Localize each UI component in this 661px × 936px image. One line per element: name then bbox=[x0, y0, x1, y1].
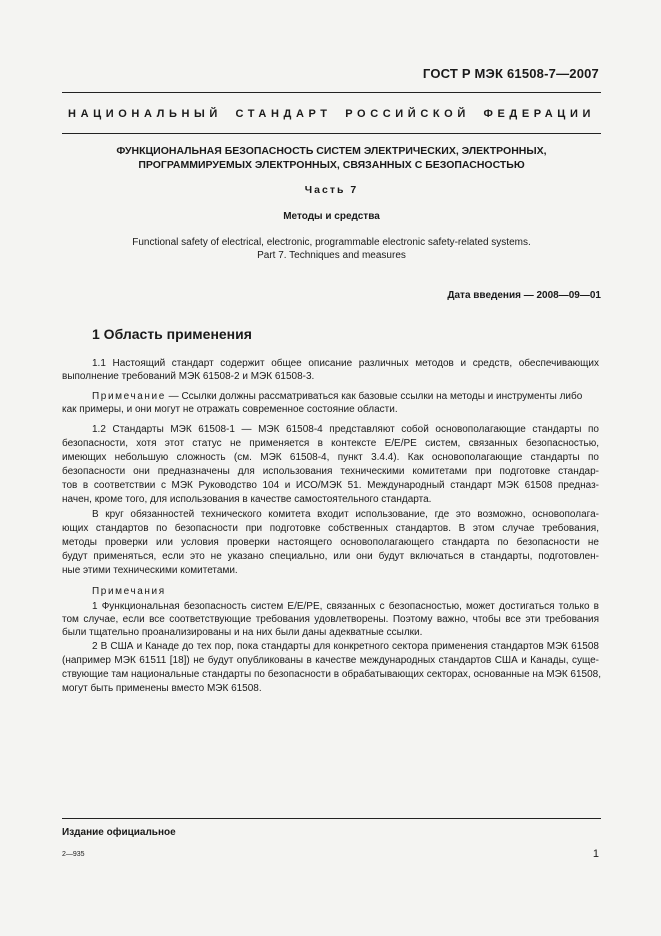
footer-rule bbox=[62, 818, 601, 819]
note-1-line: 1 Функциональная безопасность систем Е/Е/РЕ, связанных с безопасностью, может достигаться только в bbox=[92, 601, 599, 612]
page-number: 1 bbox=[592, 848, 599, 860]
document-code: ГОСТ Р МЭК 61508-7—2007 bbox=[422, 66, 599, 81]
edition-label: Издание официальное bbox=[62, 827, 176, 838]
print-code: 2—935 bbox=[62, 851, 85, 858]
note-line bbox=[92, 391, 599, 403]
note-1-line: были тщательно проанализированы и на них были даны адекватные ссылки. bbox=[62, 627, 423, 638]
english-title-line-2: Part 7. Techniques and measures bbox=[257, 250, 406, 261]
english-title-line-1: Functional safety of electrical, electronic, programmable electronic safety-related systems. bbox=[132, 237, 531, 248]
title-line-2: ПРОГРАММИРУЕМЫХ ЭЛЕКТРОННЫХ, СВЯЗАННЫХ С БЕЗОПАСНОСТЬЮ bbox=[138, 159, 525, 171]
subtitle: Методы и средства bbox=[283, 211, 380, 222]
paragraph-line: тов в соответствии с МЭК Руководство 104 и ИСО/МЭК 51. Международный стандарт МЭК 61508 предназ- bbox=[62, 480, 599, 491]
national-standard-banner: НАЦИОНАЛЬНЫЙ СТАНДАРТ РОССИЙСКОЙ ФЕДЕРАЦИИ bbox=[68, 108, 595, 120]
note-2-line: (например МЭК 61511 [18]) не будут опубликованы в качестве международных стандартов США и Канады, суще- bbox=[62, 655, 599, 666]
paragraph-line: имеющих небольшую сложность (см. МЭК 61508-4, пункт 3.4.4). Как основополагающие стандарты по bbox=[62, 452, 599, 463]
paragraph-line: выполнение требований МЭК 61508-2 и МЭК 61508-3. bbox=[62, 371, 315, 382]
paragraph-line: В круг обязанностей технического комитета входит использование, где это возможно, основополага- bbox=[92, 509, 599, 520]
paragraph-line: ные этими техническими комитетами. bbox=[62, 565, 238, 576]
note-2-line: ствующие там национальные стандарты по безопасности в обрабатывающих секторах, основанные на МЭК 61508, bbox=[62, 669, 602, 680]
note-2-line: могут быть применены вместо МЭК 61508. bbox=[62, 683, 262, 694]
part-label: Часть 7 bbox=[304, 184, 359, 196]
paragraph-line: методы проверки или условия проверки настоящего основополагающего стандарта по безопасности не bbox=[62, 537, 599, 548]
paragraph-line: 1.1 Настоящий стандарт содержит общее описание различных методов и средств, обеспечивающих bbox=[92, 358, 599, 369]
introduction-date: Дата введения — 2008—09—01 bbox=[447, 290, 601, 301]
notes-heading: Примечания bbox=[92, 586, 166, 597]
section-heading: 1 Область применения bbox=[92, 326, 252, 342]
paragraph-line: 1.2 Стандарты МЭК 61508-1 — МЭК 61508-4 представляют собой основополагающие стандарты по bbox=[92, 424, 599, 435]
note-line: как примеры, и они могут не отражать современное состояние области. bbox=[62, 404, 398, 415]
paragraph-line: безопасности, хотя этот статус не применяется в контексте Е/Е/РЕ систем, связанных безопасностью, bbox=[62, 438, 599, 449]
paragraph-line: безопасности они предназначены для использования техническими комитетами при подготовке стандар- bbox=[62, 466, 599, 477]
banner-rule bbox=[62, 133, 601, 134]
note-label: Примечание bbox=[92, 391, 166, 402]
paragraph-line: будут применяться, если это не указано специально, или они будут включаться в стандарты, подготовлен- bbox=[62, 551, 599, 562]
note-1-line: том случае, если все соответствующие требования удовлетворены. Поэтому важно, чтобы все эти требования bbox=[62, 614, 599, 625]
note-text: — Ссылки должны рассматриваться как базовые ссылки на методы и инструменты либо bbox=[165, 391, 583, 402]
paragraph-line: начен, кроме того, для использования в качестве самостоятельного стандарта. bbox=[62, 494, 432, 505]
title-line-1: ФУНКЦИОНАЛЬНАЯ БЕЗОПАСНОСТЬ СИСТЕМ ЭЛЕКТРИЧЕСКИХ, ЭЛЕКТРОННЫХ, bbox=[116, 145, 547, 157]
paragraph-line: ющих стандартов по безопасности при подготовке собственных стандартов. В этом случае требования, bbox=[62, 523, 599, 534]
note-2-line: 2 В США и Канаде до тех пор, пока стандарты для конкретного сектора применения стандартов МЭК 61508 bbox=[92, 641, 599, 652]
top-rule bbox=[62, 92, 601, 93]
